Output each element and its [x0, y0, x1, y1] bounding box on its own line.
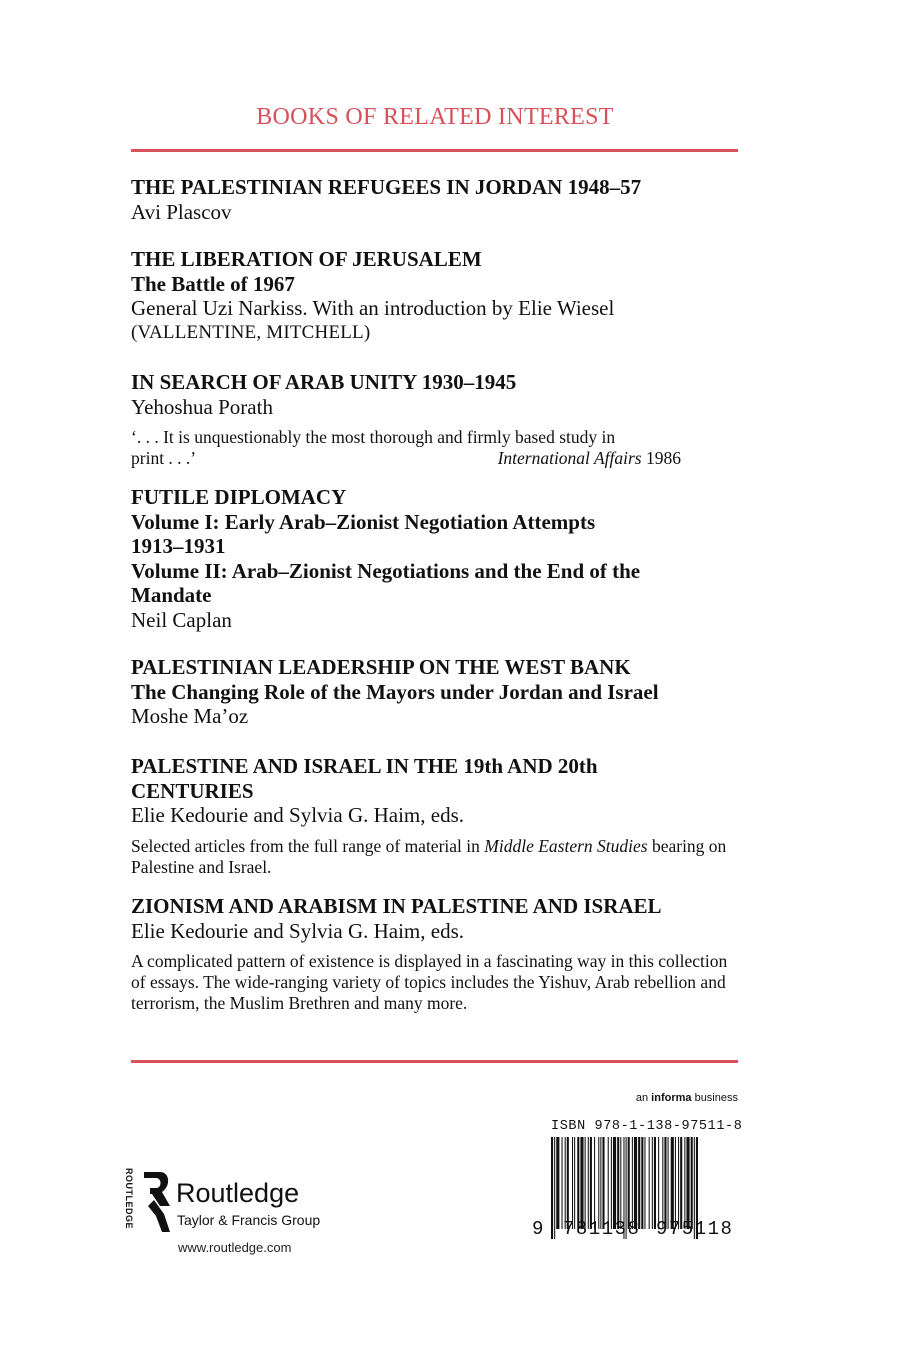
barcode-bar — [585, 1137, 586, 1229]
barcode-digits-right: 975118 — [656, 1218, 734, 1240]
logo-vertical-wordmark: ROUTLEDGE — [124, 1168, 134, 1230]
book-publisher: (VALLENTINE, MITCHELL) — [131, 321, 371, 343]
barcode-bar — [675, 1137, 676, 1229]
book-entry — [131, 754, 741, 878]
book-title: THE PALESTINIAN REFUGEES IN JORDAN 1948–57 — [131, 175, 642, 199]
isbn-label: ISBN 978-1-138-97511-8 — [551, 1119, 743, 1134]
barcode-bar — [602, 1137, 604, 1229]
barcode-bar — [588, 1137, 589, 1229]
barcode-bar — [613, 1137, 616, 1229]
barcode-bar — [638, 1137, 640, 1229]
barcode-digits-left: 781138 — [563, 1218, 641, 1240]
barcode-bar — [684, 1137, 685, 1229]
section-heading: BOOKS OF RELATED INTEREST — [256, 104, 614, 130]
barcode-bar — [617, 1137, 619, 1229]
book-entry — [131, 247, 741, 345]
barcode-bar — [628, 1137, 630, 1229]
quote-line: print . . .’ — [131, 448, 197, 468]
barcode-bar — [567, 1137, 569, 1229]
barcode-bar — [671, 1137, 674, 1229]
quote-source: International Affairs — [497, 448, 642, 468]
barcode-bar — [691, 1137, 693, 1229]
book-author: General Uzi Narkiss. With an introduction by Elie Wiesel — [131, 296, 615, 320]
barcode-bar — [680, 1137, 682, 1229]
barcode-bar — [641, 1137, 643, 1229]
barcode-bar — [572, 1137, 573, 1229]
barcode-bar — [600, 1137, 601, 1229]
book-description: A complicated pattern of existence is displayed in a fascinating way in this collection of essays. The wide-ranging variety of topics includes the Yishuv, Arab rebellion and terrorism, the Muslim Brethren and many more. — [131, 951, 728, 1013]
book-quote — [131, 427, 741, 469]
book-title: IN SEARCH OF ARAB UNITY 1930–1945 — [131, 370, 517, 394]
routledge-r-icon — [140, 1170, 172, 1234]
quote-line: ‘. . . It is unquestionably the most thorough and firmly based study in — [131, 427, 616, 447]
barcode-bar — [652, 1137, 653, 1229]
book-author: Moshe Ma’oz — [131, 704, 249, 728]
barcode-bar — [658, 1137, 659, 1229]
barcode-bar — [632, 1137, 633, 1229]
barcode-bar — [634, 1137, 637, 1229]
barcode-bar — [590, 1137, 592, 1229]
book-subtitle: Volume II: Arab–Zionist Negotiations and the End of the — [131, 558, 641, 583]
barcode-bar — [620, 1137, 621, 1229]
book-description: Selected articles from the full range of material in Middle Eastern Studies bearing on Palestine and Israel. — [131, 835, 727, 877]
barcode-bar — [662, 1137, 663, 1229]
barcode-bar — [598, 1137, 599, 1229]
barcode-bar — [678, 1137, 679, 1229]
book-entry — [131, 655, 741, 729]
barcode-bar — [608, 1137, 609, 1229]
book-entry — [131, 485, 741, 632]
book-title: FUTILE DIPLOMACY — [131, 485, 347, 509]
barcode-bar — [686, 1137, 689, 1229]
barcode-bar — [551, 1137, 553, 1239]
barcode-bar — [594, 1137, 595, 1229]
book-title: ZIONISM AND ARABISM IN PALESTINE AND ISRAEL — [131, 894, 662, 918]
barcode-bar — [574, 1137, 575, 1229]
barcode-digit-first: 9 — [532, 1218, 544, 1240]
barcode-bar — [556, 1137, 559, 1229]
book-subtitle: 1913–1931 — [131, 534, 226, 558]
barcode-bar — [562, 1137, 563, 1229]
barcode-bar — [565, 1137, 566, 1229]
book-subtitle: Volume I: Early Arab–Zionist Negotiation Attempts — [131, 509, 596, 534]
book-title: PALESTINE AND ISRAEL IN THE 19th AND 20th — [131, 754, 598, 778]
book-entry — [131, 175, 741, 224]
book-title: PALESTINIAN LEADERSHIP ON THE WEST BANK — [131, 655, 631, 679]
book-entry — [131, 894, 741, 1014]
book-title-continued: CENTURIES — [131, 778, 254, 803]
book-title: THE LIBERATION OF JERUSALEM — [131, 247, 482, 271]
book-author: Neil Caplan — [131, 607, 232, 632]
book-subtitle: The Changing Role of the Mayors under Jordan and Israel — [131, 679, 659, 704]
barcode-bar — [668, 1137, 669, 1229]
publisher-name: Routledge — [176, 1178, 300, 1208]
publisher-url: www.routledge.com — [178, 1240, 292, 1255]
publisher-logo — [122, 1168, 382, 1268]
barcode-bar — [644, 1137, 645, 1229]
informa-tagline: an informa business — [635, 1092, 738, 1104]
bottom-divider — [131, 1060, 738, 1063]
barcode-bar — [554, 1137, 555, 1239]
book-entry — [131, 370, 741, 469]
book-author: Yehoshua Porath — [131, 394, 273, 419]
barcode-bar — [654, 1137, 656, 1229]
book-author: Elie Kedourie and Sylvia G. Haim, eds. — [131, 803, 465, 827]
publisher-group: Taylor & Francis Group — [177, 1212, 321, 1228]
barcode-bar — [580, 1137, 583, 1229]
book-subtitle: The Battle of 1967 — [131, 271, 295, 296]
barcode-bar — [664, 1137, 666, 1229]
book-author: Avi Plascov — [131, 199, 232, 224]
barcode-bar — [649, 1137, 650, 1229]
barcode-bar — [611, 1137, 612, 1229]
book-author: Elie Kedourie and Sylvia G. Haim, eds. — [131, 918, 465, 943]
barcode-bar — [577, 1137, 579, 1229]
book-subtitle: Mandate — [131, 583, 212, 607]
quote-year: 1986 — [646, 448, 681, 468]
top-divider — [131, 149, 738, 152]
